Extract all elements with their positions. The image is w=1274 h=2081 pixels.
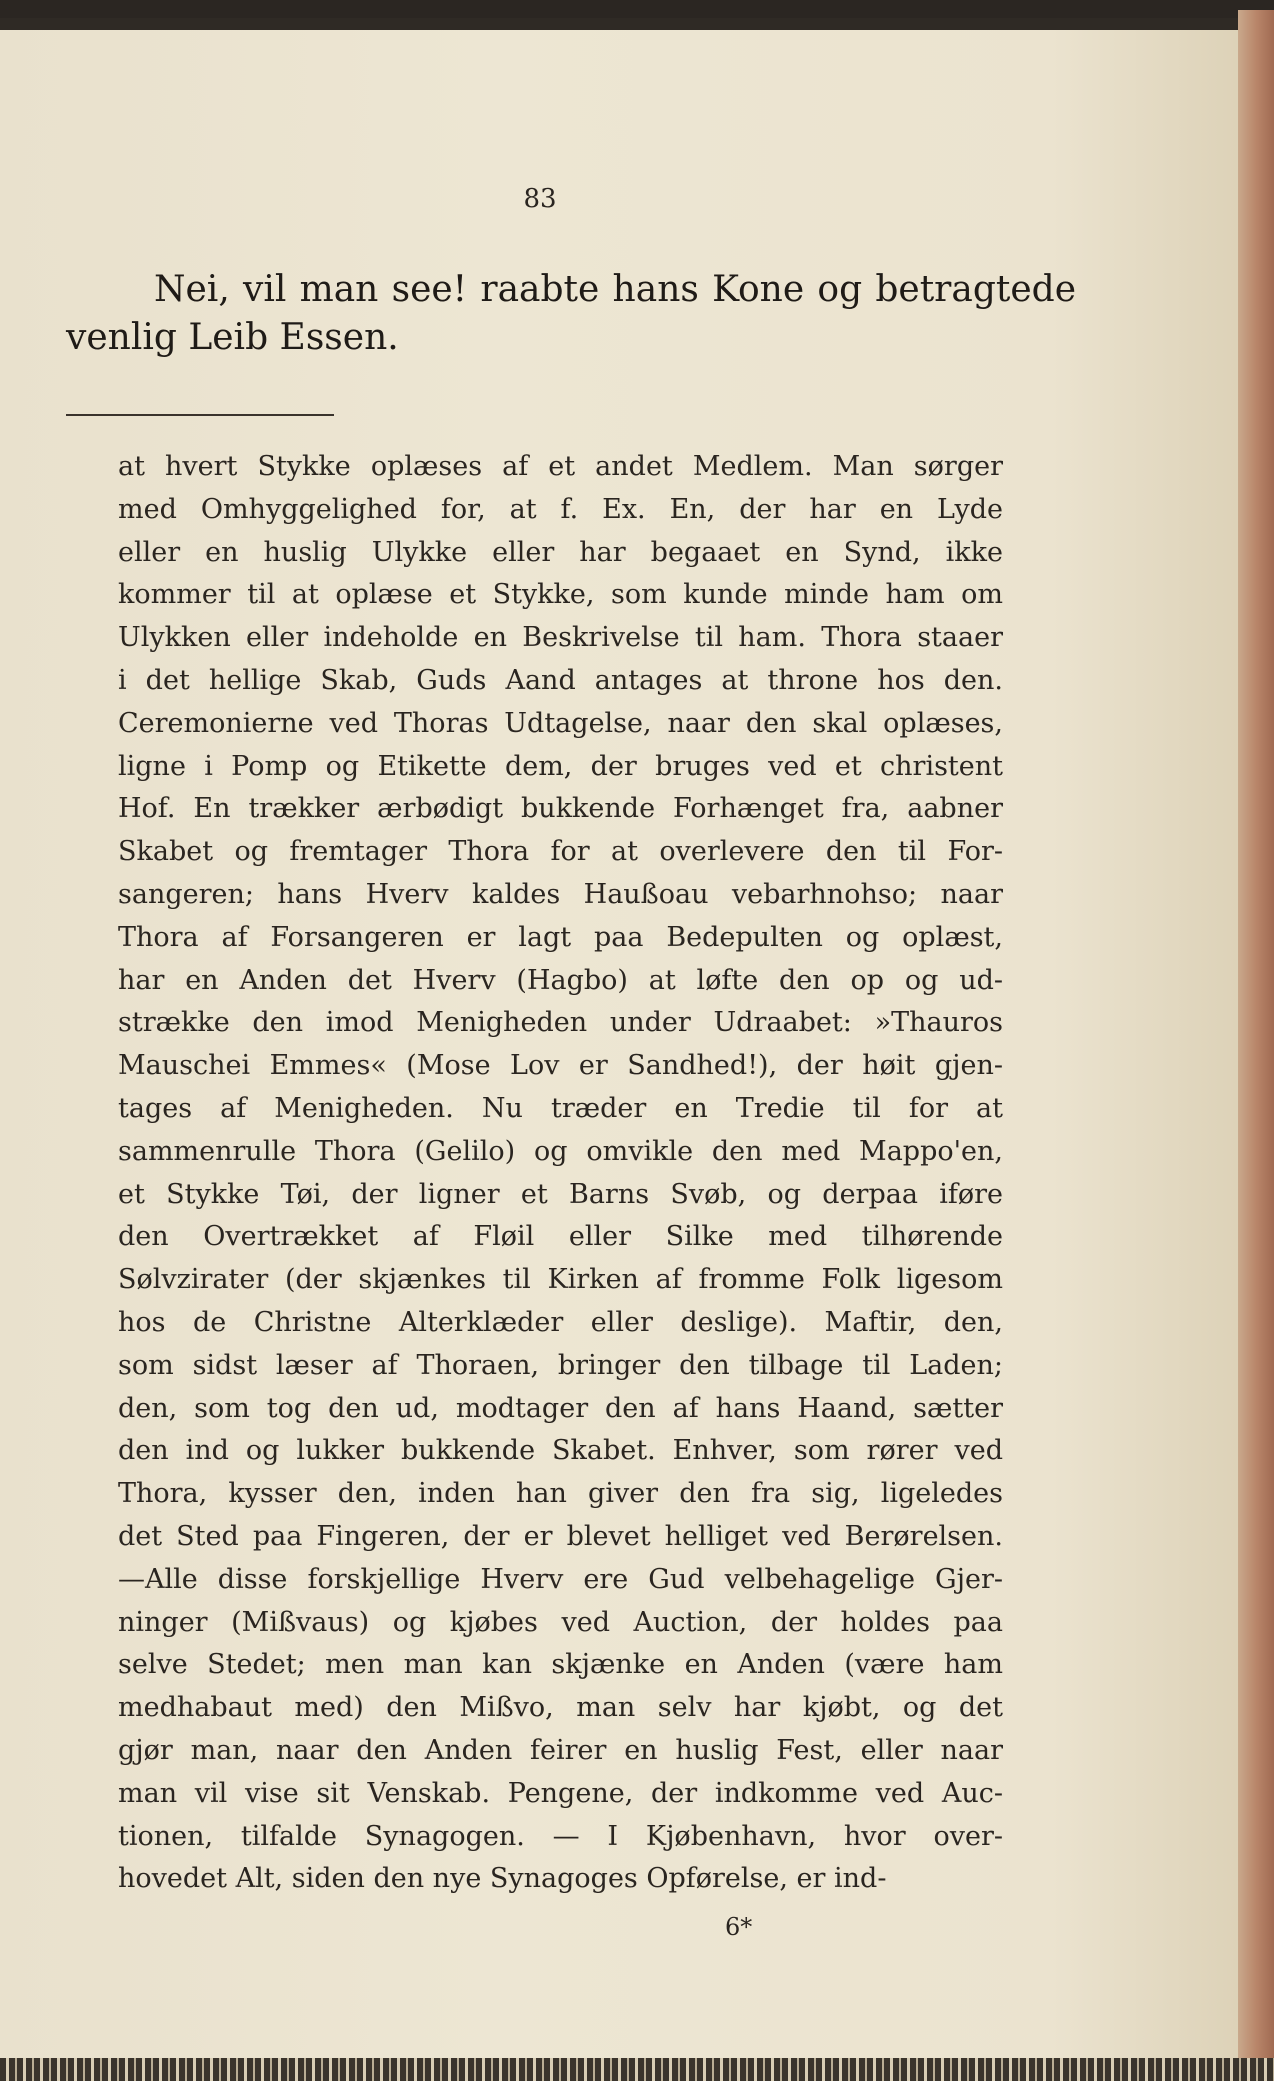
footnote-line: som sidst læser af Thoraen, bringer den tilbage til Laden;	[118, 1349, 1003, 1381]
footnote-line: ninger (Mißvaus) og kjøbes ved Auction, der holdes paa	[118, 1606, 1003, 1638]
footnote-line: den Overtrækket af Fløil eller Silke med tilhørende	[118, 1221, 1003, 1253]
bottom-binding-strip	[0, 2058, 1274, 2081]
footnote-line: det Sted paa Fingeren, der er blevet helliget ved Berørelsen.	[118, 1520, 1003, 1552]
footnote-line: hos de Christne Alterklæder eller deslige). Maftir, den,	[118, 1306, 1003, 1338]
top-border	[0, 18, 1238, 30]
footnote-line: kommer til at oplæse et Stykke, som kunde minde ham om	[118, 579, 1003, 611]
footnote-line: et Stykke Tøi, der ligner et Barns Svøb, og derpaa iføre	[118, 1178, 1003, 1210]
footnote-line: ligne i Pomp og Etikette dem, der bruges ved et christent	[118, 750, 1003, 782]
footnote-line: strække den imod Menigheden under Udraabet: »Thauros	[118, 1007, 1003, 1039]
page-number: 83	[523, 184, 557, 214]
footnote-line: Thora af Forsangeren er lagt paa Bedepulten og oplæst,	[118, 921, 1003, 953]
footnote-line: Sølvzirater (der skjænkes til Kirken af fromme Folk ligesom	[118, 1264, 1003, 1296]
main-text-line: venlig Leib Essen.	[66, 317, 399, 358]
footnote-line: Ceremonierne ved Thoras Udtagelse, naar den skal oplæses,	[118, 707, 1003, 739]
main-text-line: Nei, vil man see! raabte hans Kone og betragtede	[154, 269, 1076, 310]
footnote-line: sangeren; hans Hverv kaldes Haußoau vebarhnohso; naar	[118, 878, 1003, 910]
footnote-line: den, som tog den ud, modtager den af hans Haand, sætter	[118, 1392, 1003, 1424]
footnote-line: eller en huslig Ulykke eller har begaaet en Synd, ikke	[118, 536, 1003, 568]
footnote-line: den ind og lukker bukkende Skabet. Enhver, som rører ved	[118, 1435, 1003, 1467]
book-page	[0, 18, 1238, 2058]
page-edge	[1238, 10, 1274, 2060]
footnote-line: Skabet og fremtager Thora for at overlevere den til For-	[118, 836, 1003, 868]
footnote-line: tages af Menigheden. Nu træder en Tredie til for at	[118, 1092, 1003, 1124]
footnote-line: har en Anden det Hverv (Hagbo) at løfte den op og ud-	[118, 964, 1003, 996]
footnote-line: selve Stedet; men man kan skjænke en Anden (være ham	[118, 1649, 1003, 1681]
footnote-line: gjør man, naar den Anden feirer en huslig Fest, eller naar	[118, 1734, 1003, 1766]
footnote-line: at hvert Stykke oplæses af et andet Medlem. Man sørger	[118, 451, 1003, 482]
footnote-line: Thora, kysser den, inden han giver den fra sig, ligeledes	[118, 1478, 1003, 1510]
footnote-line: Ulykken eller indeholde en Beskrivelse til ham. Thora staaer	[118, 622, 1003, 654]
main-text	[66, 266, 1076, 362]
footnote-line: med Omhyggelighed for, at f. Ex. En, der har en Lyde	[118, 493, 1003, 525]
footnote-line: medhabaut med) den Mißvo, man selv har kjøbt, og det	[118, 1692, 1003, 1724]
signature-mark: 6*	[725, 1913, 753, 1941]
footnote-line: Mauschei Emmes« (Mose Lov er Sandhed!), der høit gjen-	[118, 1050, 1003, 1082]
footnote-line: hovedet Alt, siden den nye Synagoges Opførelse, er ind-	[118, 1863, 887, 1895]
footnote-divider	[66, 414, 334, 416]
footnote-line: Hof. En trækker ærbødigt bukkende Forhænget fra, aabner	[118, 793, 1003, 825]
footnote-line: —Alle disse forskjellige Hverv ere Gud velbehagelige Gjer-	[118, 1563, 1003, 1595]
footnote-line: i det hellige Skab, Guds Aand antages at throne hos den.	[118, 664, 1003, 696]
footnote	[118, 446, 1003, 1901]
footnote-line: tionen, tilfalde Synagogen. — I Kjøbenhavn, hvor over-	[118, 1820, 1003, 1852]
footnote-line: sammenrulle Thora (Gelilo) og omvikle den med Mappo'en,	[118, 1135, 1003, 1167]
footnote-line: man vil vise sit Venskab. Pengene, der indkomme ved Auc-	[118, 1777, 1003, 1809]
